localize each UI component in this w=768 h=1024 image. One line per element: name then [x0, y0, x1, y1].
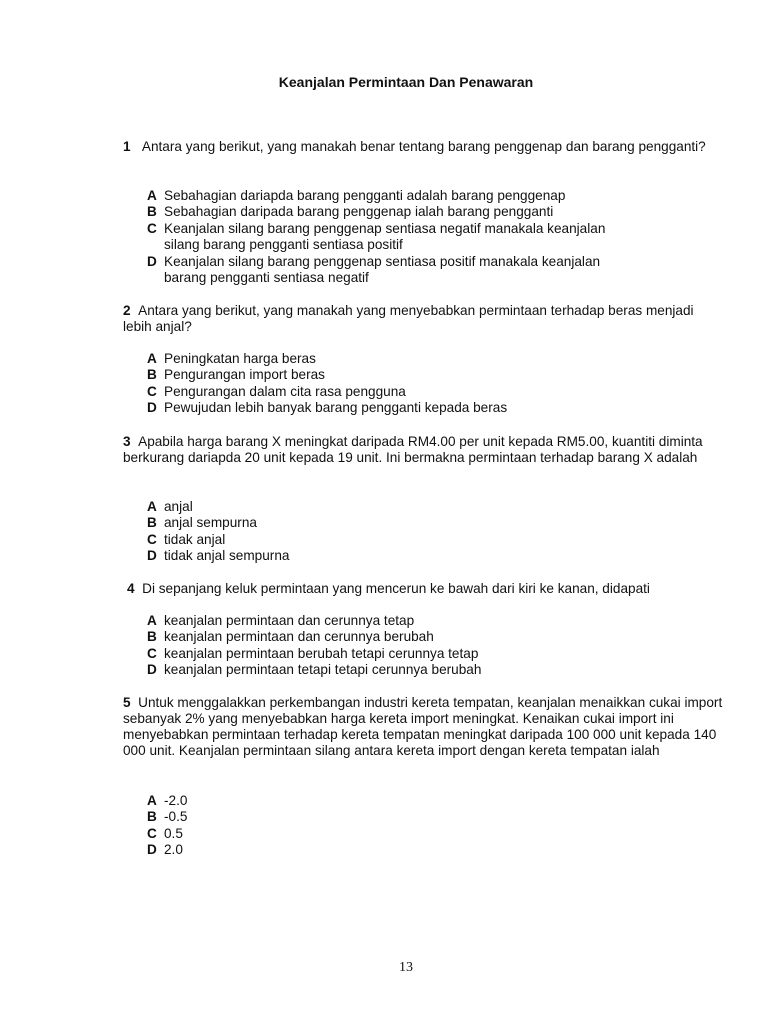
question-number: 3: [123, 434, 131, 449]
question-2-options: [147, 351, 747, 417]
option-d: D 2.0: [147, 842, 183, 858]
question-text: Antara yang berikut, yang manakah benar tentang barang penggenap dan barang pengganti?: [141, 139, 706, 154]
option-a: A Sebahagian dariapda barang pengganti adalah barang penggenap: [147, 188, 566, 203]
question-5-options: [147, 793, 747, 859]
option-a: A Peningkatan harga beras: [147, 351, 316, 366]
option-a: A -2.0: [147, 793, 188, 808]
question-3: [123, 434, 723, 466]
question-2: [123, 303, 723, 335]
option-c: C 0.5: [147, 825, 183, 841]
question-number: 2: [123, 303, 131, 318]
option-b: B anjal sempurna: [147, 515, 257, 531]
option-c: C tidak anjal: [147, 531, 226, 547]
option-c: C keanjalan permintaan berubah tetapi cerunnya tetap: [147, 645, 479, 661]
page-number: 13: [399, 960, 413, 975]
question-4-options: [147, 613, 747, 679]
question-text: Antara yang berikut, yang manakah yang menyebabkan permintaan terhadap beras menjadi lebih anjal?: [123, 303, 694, 334]
option-d: D keanjalan permintaan tetapi tetapi cerunnya berubah: [147, 662, 482, 678]
option-c: C Pengurangan dalam cita rasa pengguna: [147, 383, 406, 399]
question-number: 4: [127, 581, 135, 596]
option-b: B keanjalan permintaan dan cerunnya berubah: [147, 629, 434, 645]
option-a: A anjal: [147, 499, 193, 514]
option-c: C Keanjalan silang barang penggenap sentiasa negatif manakala keanjalan silang barang pengganti sentiasa positif: [147, 220, 606, 253]
question-number: 1: [123, 139, 131, 154]
option-b: B Pengurangan import beras: [147, 367, 325, 383]
option-d: D Keanjalan silang barang penggenap sentiasa positif manakala keanjalan barang pengganti sentiasa negatif: [147, 253, 601, 286]
option-d: D Pewujudan lebih banyak barang pengganti kepada beras: [147, 400, 508, 416]
question-5: [123, 695, 723, 759]
question-text: Untuk menggalakkan perkembangan industri kereta tempatan, keanjalan menaikkan cukai import sebanyak 2% yang menyebabkan harga kereta import meningkat. Kenaikan cukai import ini menyebabkan permintaan terhadap kereta tempatan meningkat daripada 100 000 unit kepada 140 000 unit. Keanjalan permintaan silang antara kereta import dengan kereta tempatan ialah: [123, 695, 723, 758]
option-b: B Sebahagian daripada barang penggenap ialah barang pengganti: [147, 204, 554, 220]
question-3-options: [147, 499, 747, 565]
option-a: A keanjalan permintaan dan cerunnya tetap: [147, 613, 415, 628]
page-title: Keanjalan Permintaan Dan Penawaran: [278, 74, 534, 90]
question-1: [123, 139, 723, 155]
question-text: Apabila harga barang X meningkat daripada RM4.00 per unit kepada RM5.00, kuantiti diminta berkurang dariapda 20 unit kepada 19 unit. Ini bermakna permintaan terhadap barang X adalah: [123, 434, 703, 465]
question-text: Di sepanjang keluk permintaan yang mencerun ke bawah dari kiri ke kanan, didapati: [142, 581, 650, 596]
option-b: B -0.5: [147, 809, 188, 825]
option-d: D tidak anjal sempurna: [147, 548, 290, 564]
question-1-options: [147, 188, 627, 286]
question-4: [127, 581, 727, 597]
question-number: 5: [123, 695, 131, 710]
